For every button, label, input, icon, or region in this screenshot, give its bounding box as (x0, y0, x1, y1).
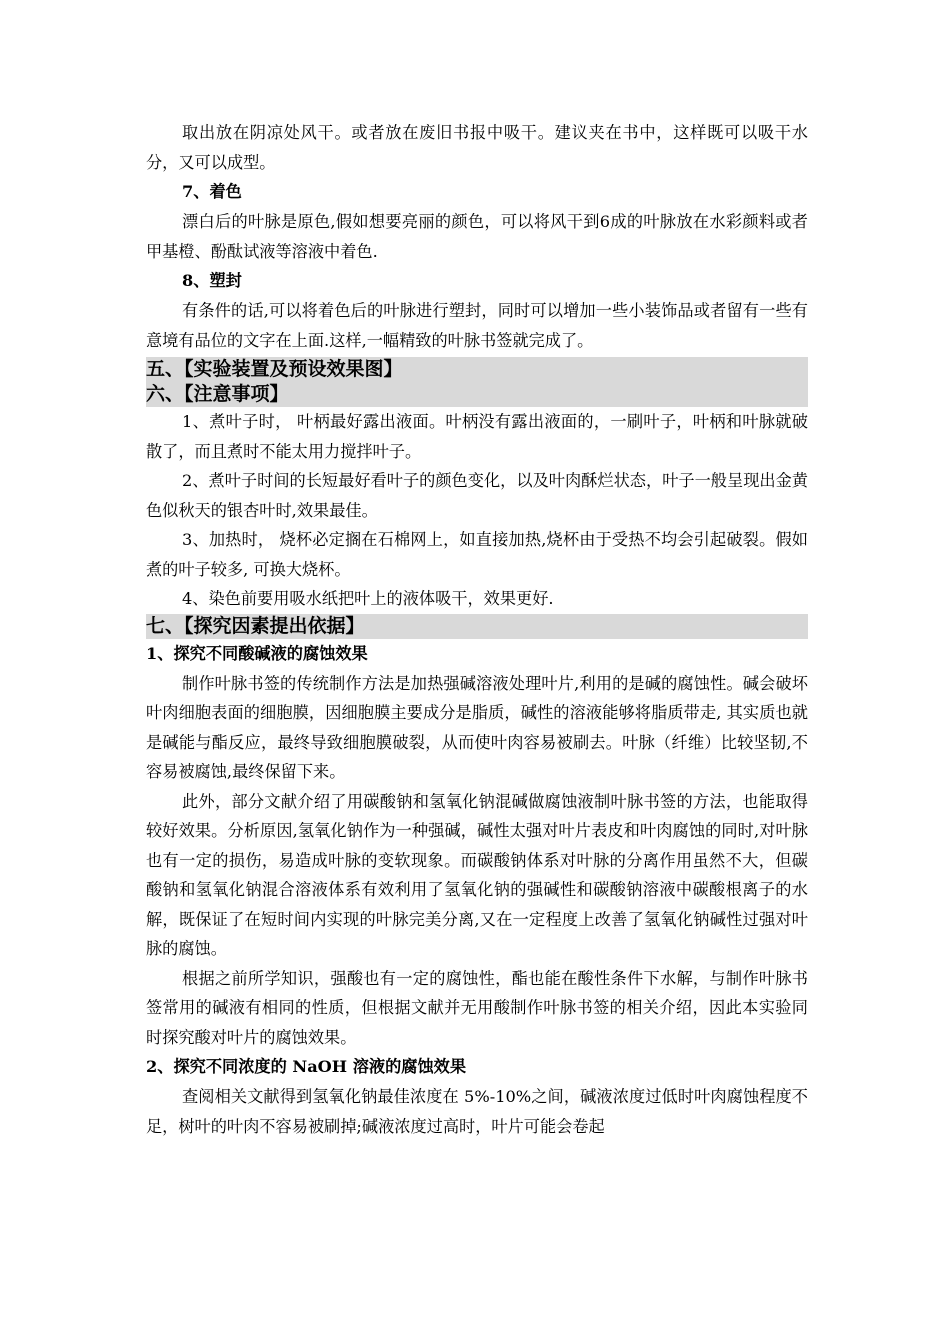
paragraph-drying: 取出放在阴凉处风干。或者放在废旧书报中吸干。建议夹在书中，这样既可以吸干水分，又可以成型。 (146, 123, 808, 172)
paragraph-naoh-concentration: 查阅相关文献得到氢氧化钠最佳浓度在 5%-10%之间，碱液浓度过低时叶肉腐蚀程度不足，树叶的叶肉不容易被刷掉;碱液浓度过高时，叶片可能会卷起 (146, 1087, 808, 1136)
subsection-1-heading: 1、探究不同酸碱液的腐蚀效果 (146, 643, 368, 663)
paragraph-mixed-alkali: 此外，部分文献介绍了用碳酸钠和氢氧化钠混碱做腐蚀液制叶脉书签的方法，也能取得较好效果。分析原因,氢氧化钠作为一种强碱，碱性太强对叶片表皮和叶肉腐蚀的同时,对叶脉也有一定的损伤，易造成叶脉的变软现象。而碳酸钠体系对叶脉的分离作用虽然不大，但碳酸钠和氢氧化钠混合溶液体系有效利用了氢氧化钠的强碱性和碳酸钠溶液中碳酸根离子的水解，既保证了在短时间内实现的叶脉完美分离,又在一定程度上改善了氢氧化钠碱性过强对叶脉的腐蚀。 (146, 791, 808, 958)
note-1: 1、煮叶子时， 叶柄最好露出液面。叶柄没有露出液面的，一刷叶子，叶柄和叶脉就破散了，而且煮时不能太用力搅拌叶子。 (146, 412, 808, 461)
section-6-heading: 六、【注意事项】 (146, 382, 808, 407)
section-7-heading: 七、【探究因素提出依据】 (146, 614, 808, 639)
section-5-heading: 五、【实验装置及预设效果图】 (146, 357, 808, 382)
note-3: 3、加热时， 烧杯必定搁在石棉网上，如直接加热,烧杯由于受热不均会引起破裂。假如煮的叶子较多, 可换大烧杯。 (146, 530, 808, 579)
paragraph-alkali-method: 制作叶脉书签的传统制作方法是加热强碱溶液处理叶片,利用的是碱的腐蚀性。碱会破坏叶肉细胞表面的细胞膜，因细胞膜主要成分是脂质，碱性的溶液能够将脂质带走, 其实质也就是碱能与酯反应，最终导致细胞膜破裂，从而使叶肉容易被刷去。叶脉（纤维）比较坚韧,不容易被腐蚀,最终保留下来。 (146, 673, 808, 781)
paragraph-acid: 根据之前所学知识，强酸也有一定的腐蚀性，酯也能在酸性条件下水解，与制作叶脉书签常用的碱液有相同的性质，但根据文献并无用酸制作叶脉书签的相关介绍，因此本实验同时探究酸对叶片的腐蚀效果。 (146, 968, 808, 1047)
document-page (146, 118, 808, 1141)
note-4: 4、染色前要用吸水纸把叶上的液体吸干，效果更好. (182, 589, 554, 608)
subsection-2-heading: 2、探究不同浓度的 NaOH 溶液的腐蚀效果 (146, 1057, 467, 1076)
paragraph-coloring: 漂白后的叶脉是原色,假如想要亮丽的颜色，可以将风干到6成的叶脉放在水彩颜料或者甲基橙、酚酞试液等溶液中着色. (146, 212, 808, 261)
paragraph-laminating: 有条件的话,可以将着色后的叶脉进行塑封，同时可以增加一些小装饰品或者留有一些有意境有品位的文字在上面.这样,一幅精致的叶脉书签就完成了。 (146, 301, 808, 350)
step-8-heading: 8、塑封 (182, 271, 242, 290)
step-7-heading: 7、着色 (182, 182, 242, 201)
note-2: 2、煮叶子时间的长短最好看叶子的颜色变化，以及叶肉酥烂状态，叶子一般呈现出金黄色似秋天的银杏叶时,效果最佳。 (146, 471, 808, 520)
